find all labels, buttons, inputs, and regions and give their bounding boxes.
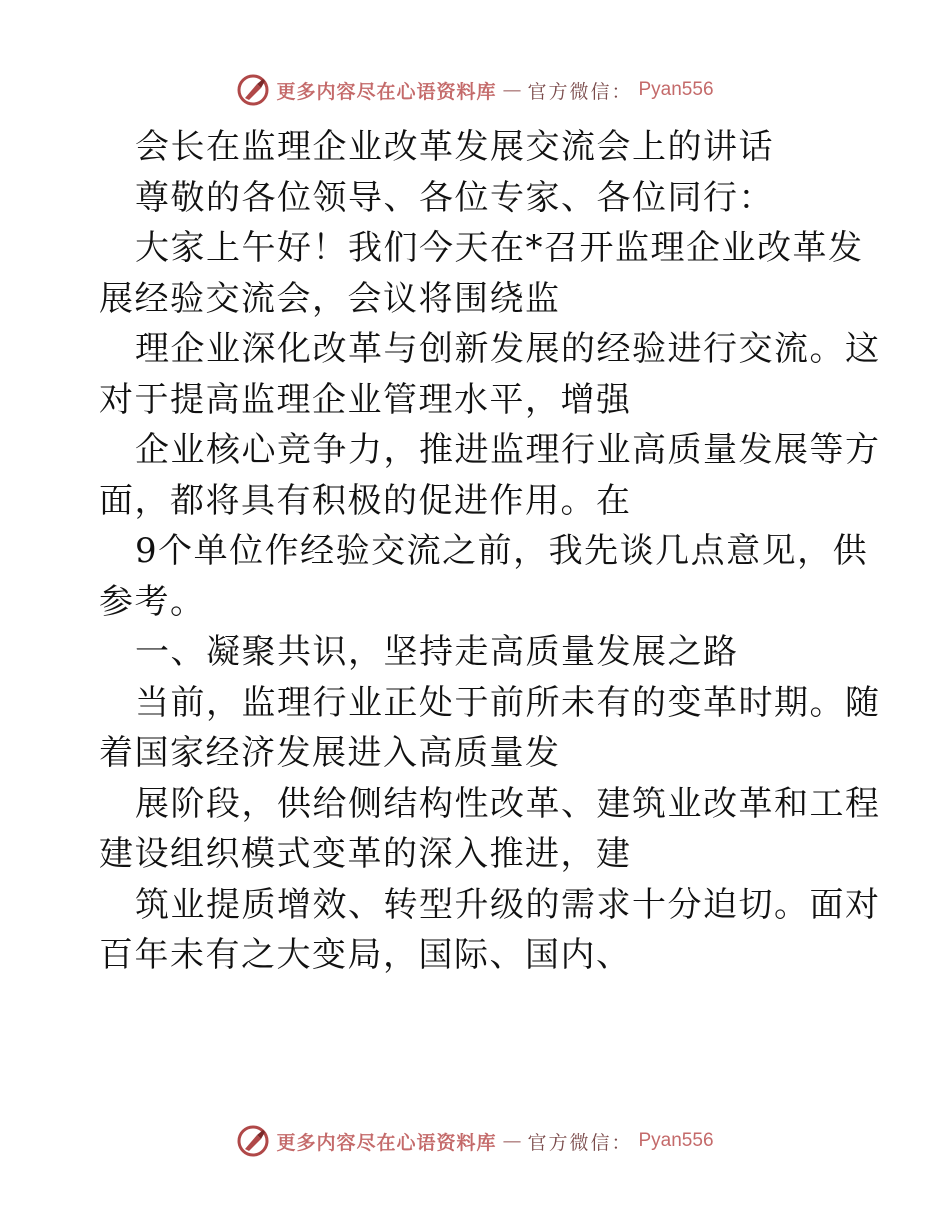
body-line: 展阶段，供给侧结构性改革、建筑业改革和工程	[135, 783, 881, 824]
body-line: 着国家经济发展进入高质量发	[99, 733, 561, 773]
body-line: 9个单位作经验交流之前，我先谈几点意见，供	[135, 531, 869, 571]
pen-nib-circle-icon	[236, 1124, 270, 1158]
section-heading: 一、凝聚共识，坚持走高质量发展之路	[135, 632, 739, 672]
body-line: 企业核心竞争力，推进监理行业高质量发展等方	[135, 430, 881, 470]
watermark-dash: —	[502, 1130, 522, 1152]
body-line: 当前，监理行业正处于前所未有的变革时期。随	[135, 682, 881, 723]
watermark-wechat-id: Pyan556	[638, 1130, 714, 1151]
watermark-footer	[0, 1121, 950, 1161]
watermark-sub-text: 官方微信：	[527, 1131, 633, 1154]
body-line: 参考。	[99, 581, 206, 622]
document-body	[99, 122, 881, 981]
salutation: 尊敬的各位领导、各位专家、各位同行：	[135, 177, 774, 218]
body-line: 对于提高监理企业管理水平，增强	[99, 379, 632, 420]
body-line: 大家上午好！我们今天在*召开监理企业改革发	[135, 228, 864, 268]
watermark-wechat-id: Pyan556	[638, 79, 714, 100]
body-line: 理企业深化改革与创新发展的经验进行交流。这	[135, 329, 881, 369]
body-line: 百年未有之大变局，国际、国内、	[99, 935, 632, 975]
body-line: 面，都将具有积极的促进作用。在	[99, 480, 632, 521]
document-title: 会长在监理企业改革发展交流会上的讲话	[135, 127, 774, 167]
body-line: 展经验交流会，会议将围绕监	[99, 278, 561, 319]
watermark-header	[0, 70, 950, 110]
watermark-main-text: 更多内容尽在心语资料库	[276, 1131, 497, 1154]
watermark-sub-text: 官方微信：	[527, 80, 633, 103]
pen-nib-circle-icon	[236, 73, 270, 107]
body-line: 筑业提质增效、转型升级的需求十分迫切。面对	[135, 884, 881, 925]
body-line: 建设组织模式变革的深入推进，建	[99, 834, 632, 874]
watermark-main-text: 更多内容尽在心语资料库	[276, 80, 497, 103]
watermark-dash: —	[502, 79, 522, 101]
